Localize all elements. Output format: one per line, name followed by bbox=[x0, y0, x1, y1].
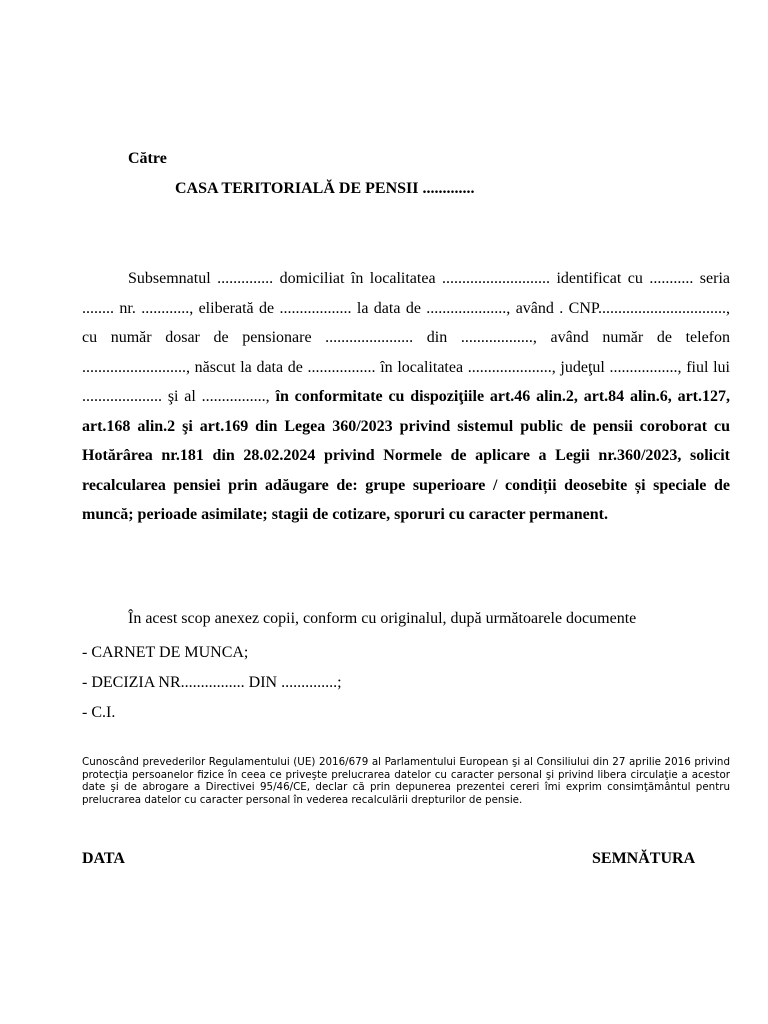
gdpr-consent-notice: Cunoscând prevederilor Regulamentului (UE) 2016/679 al Parlamentului European şi al Consiliului din 27 aprilie 2016 privind protecţia persoanelor fizice în ceea ce priveşte prelucrarea datelor cu caracter personal şi privind libera circulaţie a acestor date şi de abrogare a Directivei 95/46/CE, declar că prin depunerea prezentei cereri îmi exprim consimţământul pentru prelucrarea datelor cu caracter personal în vederea recalculării drepturilor de pensie. bbox=[82, 756, 730, 806]
annex-intro: În acest scop anexez copii, conform cu originalul, după următoarele documente bbox=[128, 610, 637, 627]
annex-item-id-card: - C.I. bbox=[82, 704, 116, 721]
date-label: DATA bbox=[82, 850, 125, 867]
request-body-normal: Subsemnatul .............. domiciliat în localitatea ........................... identificat cu ........... seria ........ nr. ............, eliberată de .................. la data de ...................., având . CNP................................, cu număr dosar de pensionare ...................... din .................., având număr de telefon .........................., născut la data de ................. în localitatea ....................., judeţul ................., fiul lui .................... şi al ................, bbox=[82, 270, 730, 405]
request-body bbox=[82, 264, 730, 530]
request-body-bold: în conformitate cu dispoziţiile art.46 alin.2, art.84 alin.6, art.127, art.168 alin.2 şi art.169 din Legea 360/2023 privind sistemul public de pensii coroborat cu Hotărârea nr.181 din 28.02.2024 privind Normele de aplicare a Legii nr.360/2023, solicit recalcularea pensiei prin adăugare de: grupe superioare / condiții deosebite și speciale de muncă; perioade asimilate; stagii de cotizare, sporuri cu caracter permanent. bbox=[82, 388, 731, 523]
annex-item-work-book: - CARNET DE MUNCA; bbox=[82, 644, 249, 661]
addressee-label: Către bbox=[128, 150, 167, 167]
signature-label: SEMNĂTURA bbox=[592, 850, 696, 867]
addressee-institution: CASA TERITORIALĂ DE PENSII ............. bbox=[175, 180, 475, 197]
annex-list bbox=[82, 638, 342, 728]
annex-item-decision: - DECIZIA NR................ DIN ..............; bbox=[82, 674, 342, 691]
